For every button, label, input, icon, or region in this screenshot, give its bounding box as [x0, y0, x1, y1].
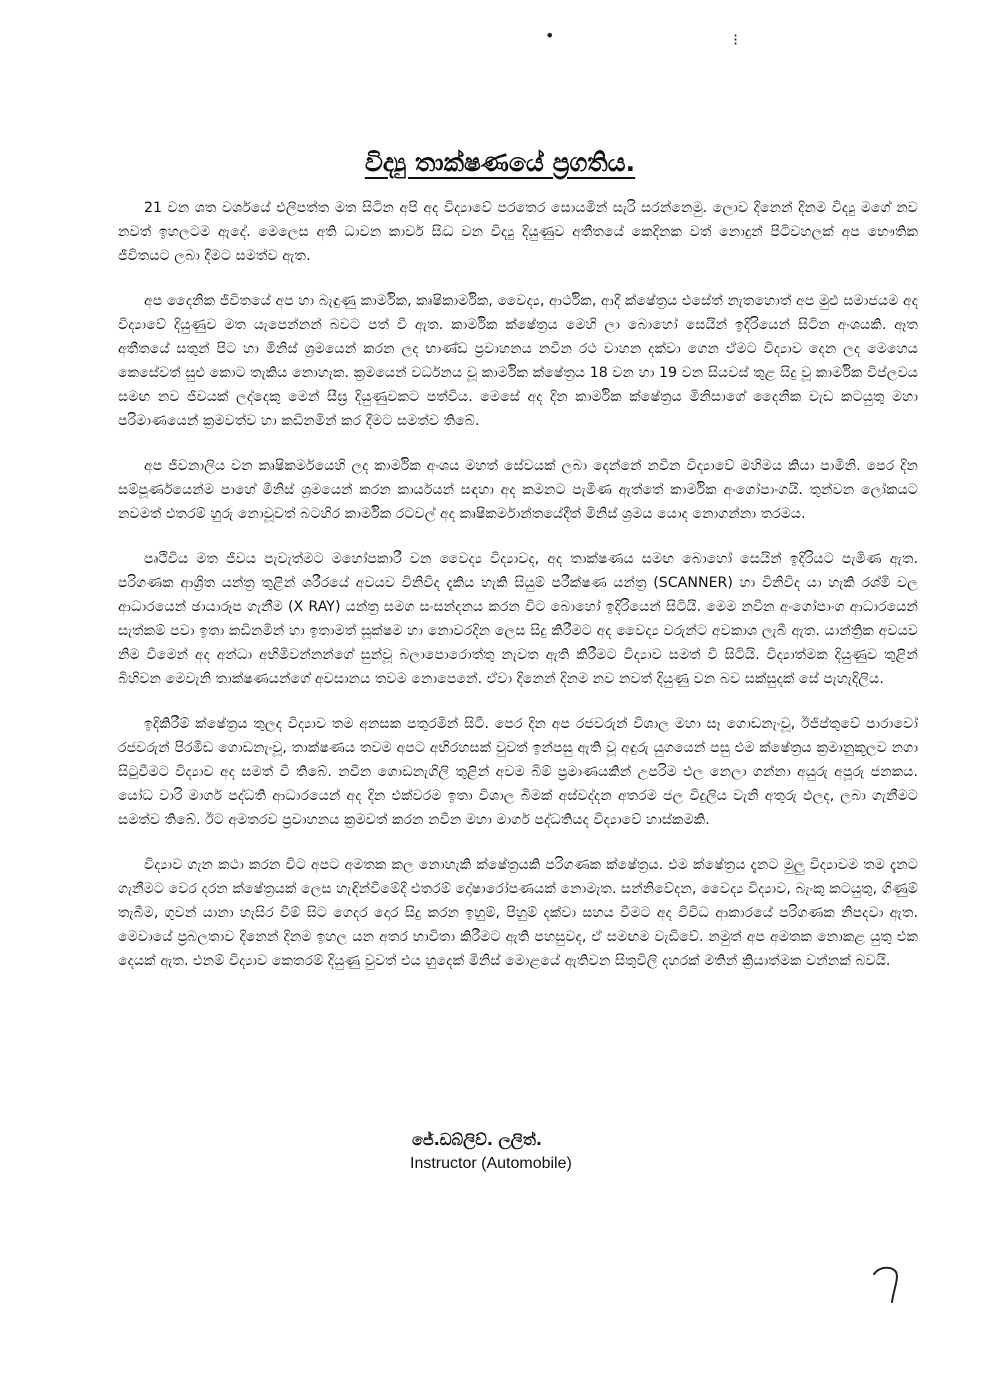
handwritten-page-mark-icon [870, 1262, 914, 1306]
paragraph-4: පෘථිවිය මත ජීවය පැවැත්මට මහෝපකාරී වන වෛද්‍ය විද්‍යාවද, අද තාක්ෂණය සමඟ බොහෝ සෙයින් ඉදිරියට පැමිණ ඇත. පරිගණක ආශ්‍රිත යන්ත්‍ර තුළින් ශරීරයේ අවයව විනිවිද දැකිය හැකි සියුම් පරීක්ෂණ යන්ත්‍ර (SCANNER) හා විනිවිද යා හැකි රශ්මි වල ආධාරයෙන් ඡායාරූප ගැනීම (X RAY) යන්ත්‍ර සමග සංසන්දනය කරන විට බොහෝ ඉදිරියෙන් සිටියි. මෙම නවීන අංගෝපාංග ආධාරයෙන් සැත්කම් පවා ඉතා කඩිනමින් හා ඉතාමත් සූක්ෂම හා නොවරදින ලෙස සිදු කිරීමට අද වෛද්‍ය වරුන්ට අවකාශ ලැබී ඇත. යාන්ත්‍රික අවයව නිම වීමෙන් අද අන්ධා අභිමිවන්නන්ගේ සුන්වූ බලාපොරොත්තු නැවත ඇති කිරීමට විද්‍යාව සමත් වී සිටියි. විද්‍යාත්මක දියුණුව තුළින් බිහිවන මෙවැනි තාක්ෂණයන්ගේ අවසානය තවම නොපෙනේ. ඒවා දිනෙන් දිනම නව නවත් දියුණු වන බව සක්සුදක් සේ පැහැදිලිය. [118, 551, 918, 687]
signature-block [410, 1128, 670, 1176]
paragraph-6: විද්‍යාව ගැන කථා කරන විට අපට අමතක කල නොහැකි ක්ෂේත්‍රයකි පරිගණක ක්ෂේත්‍රය. එම ක්ෂේත්‍රය දැනට මුලු විද්‍යාවම තම දැනට ගැනීමට වෙර දරන ක්ෂේත්‍රයක් ලෙස හැඳින්වීමේදී එතරම් දෝෂාරෝපණයක් නොමැත. සන්නිවේදන, වෛද්‍ය විද්‍යාව, බැංකු කටයුතු, ගිණුම් තැබීම, ගුවන් යානා හැසිර වීම් සිට ගෙදර දොර සිදු කරන ඉහුම්, පිහුම් දක්වා සහය වීමට අද විවිධ ආකාරයේ පරිගණක නිපදවා ඇත. මෙවායේ ප්‍රබලතාව දිනෙන් දිනම ඉහල යන අතර භාවිතා කිරීමට ඇති පහසුවද, ඒ සමඟම වැඩිවේ. නමුත් අප අමතක නොකළ යුතු එක දෙයක් ඇත. එනම් විද්‍යාව කෙතරම් දියුණු වුවත් එය හුදෙක් මිනිස් මොළයේ ඇතිවන සිතුවිලි දහරක් මතින් ක්‍රියාත්මක වන්නක් බවයි. [118, 857, 918, 969]
signature-name: ජේ.ඩබ්ලිව්. ලලිත්. [412, 1130, 542, 1149]
scan-speck: ⁝ [733, 30, 739, 49]
paragraph-3: අප ජීවනාලිය වන කෘෂිකර්මයෙහි ලද කාර්මික අංශය මහත් සේවයක් ලබා දෙන්නේ නවීන විද්‍යාවේ මහිමය කියා පාමිනි. පෙර දින සම්පූර්ණයෙන්ම පාහේ මිනිස් ශ්‍රමයෙන් කරන කාර්යයන් සඳහා අද කමනට පැමිණ ඇත්තේ කාර්මික අංගෝපාංගයි. තුන්වන ලෝකයට නවමත් එතරම් හුරු නොවූවත් බටහිර කාර්මික රටවල් අද කෘෂිකර්මාන්තයේදීත් මිනිස් ශ්‍රමය යොද නොගන්නා තරමය. [118, 458, 918, 522]
document-body [118, 196, 918, 994]
paragraph-2: අප දෛනික ජීවිතයේ අප හා බැඳුණු කාර්මික, කෘෂිකාර්මික, වෛද්‍ය, ආර්ථික, ආදී ක්ෂේත්‍රය එසේත් නැතහොත් අප මුළු සමාජයම අද විද්‍යාවේ දියුණුව මත යැපෙන්නන් බවට පත් වී ඇත. කාර්මික ක්ෂේත්‍රය මෙහි ලා බොහෝ සෙයින් ඉදිරියෙන් සිටින අංශයකි. ඈත අතීතයේ සතුන් පිට හා මිනිස් ශ්‍රමයෙන් කරන ලද භාණ්ඩ ප්‍රවාහනය නවීන රථ වාහන දක්වා ගෙන ඒමට විද්‍යාව දෙන ලද මෙහෙය කෙසේවත් සුළු කොට තැකිය නොහැක. ක්‍රමයෙන් වර්ධනය වූ කාර්මික ක්ෂේත්‍රය 18 වන හා 19 වන සියවස් තුළ සිදු වූ කාර්මික විප්ලවය සමඟ නව ජීවයක් ලද්දෙකු මෙන් සීඝ්‍ර දියුණුවකට පත්විය. මෙසේ අද දින කාර්මික ක්ෂේත්‍රය මිනිසාගේ දෛනික වැඩ කටයුතු මහා පරිමාණයෙන් ක්‍රමවත්ව හා කඩිනමින් කර දීමට සමත්ව තිබේ. [118, 293, 918, 429]
paragraph-5: ඉදිකිරීම් ක්ෂේත්‍රය තුලද විද්‍යාව තම අනසක පතුරමින් සිටී. පෙර දින අප රජවරුන් විශාල මහා සෑ ගොඩනැංවූ, ඊජිප්තුවේ පාරාවෝ රජවරුන් පිරමීඩ ගොඩනැංවූ, තාක්ෂණය තවම අපට අභිරහසක් වුවත් ඉන්පසු ඇති වූ අඳුරු යුගයෙන් පසු එම ක්ෂේත්‍රය ක්‍රමානුකූලව නගා සිටුවීමට විද්‍යාව අද සමත් වී තිබේ. නවීන ගොඩනැගිලි තුළින් අවම බිම් ප්‍රමාණයකින් උපරිම එල නෙලා ගන්නා අයුරු අපූරු ජනකය. යෝධ වාරි මාර්ග පද්ධති ආධාරයෙන් අද දින එක්වරම ඉතා විශාල බිමක් අස්වද්දන අතරම ජල විදුලිය වැනි අතුරු ඵලද, ලබා ගැනීමට සමත්ව තිබේ. ඊට අමතරව ප්‍රවාහනය ක්‍රමවත් කරන නවීන මහා මාර්ග පද්ධතියද විද්‍යාවේ හාස්කමකි. [118, 716, 918, 828]
document-title [0, 148, 1000, 178]
scan-speck: • [545, 26, 555, 45]
document-title-text: විද්‍යු තාක්ෂණයේ ප්‍රගතිය. [364, 148, 636, 177]
paragraph-1: 21 වන ශත වර්ශයේ එලිපත්ත මත සිටින අපි අද විද්‍යාවේ පරතෙර සොයමින් සැරි සරන්නෙමු. ලොව දිනෙන් දිනම විද්‍යු මගේ නව නවත් ඉහලටම ඇදේ. මෙලෙස අති ධාවන කාර්ව සිද්‍ධ වන විද්‍යු දියුණුව අතීතයේ කෙදිනක වත් නොදුන් පිටිවහලක් අප භෞතික ජීවිතයට ලබා දීමට සමත්ව ඇත. [118, 200, 918, 264]
signature-role: Instructor (Automobile) [410, 1155, 572, 1172]
